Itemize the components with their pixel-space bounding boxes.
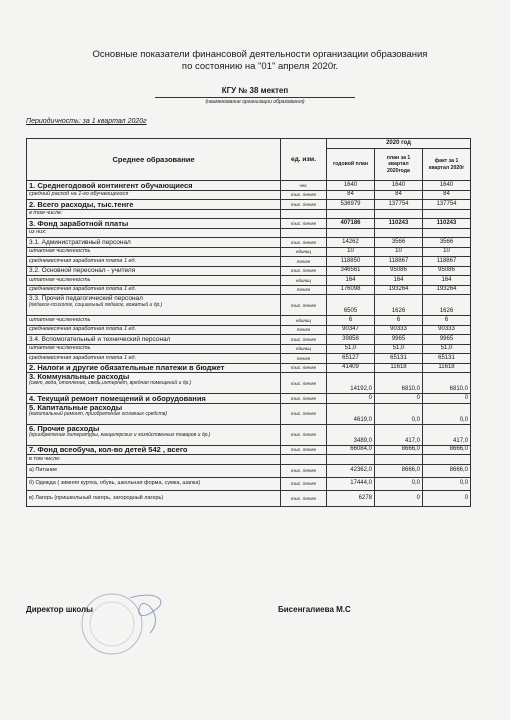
table-row: 3.4. Вспомогательный и технический персонал тыс. тенге 39858 9965 9965 bbox=[27, 335, 471, 345]
stamp-signature bbox=[60, 588, 180, 658]
table-row: штатная численность единиц 6 6 6 bbox=[27, 316, 471, 326]
header-name: Среднее образование bbox=[27, 139, 281, 181]
table-row: в том числе: bbox=[27, 209, 471, 219]
period-label: Периодичность: за 1 квартал 2020г bbox=[26, 118, 147, 125]
table-row: в том числе: bbox=[27, 455, 471, 465]
table-row: 2. Налоги и другие обязательные платежи в бюджет тыс. тенге 41409 11618 11618 bbox=[27, 363, 471, 373]
table-row: 3.1. Административный персонал тыс. тенге 14262 3566 3566 bbox=[27, 238, 471, 248]
table-row: 3. Коммунальные расходы (свет, вода, отопление, связь,интернет, вредная помещений и др.) тыс. тенге 14192,0 6810,0 6810,0 bbox=[27, 373, 471, 394]
table-row: штатная численность единиц 51,0 51,0 51,0 bbox=[27, 344, 471, 354]
table-row: штатная численность единиц 10 10 10 bbox=[27, 247, 471, 257]
table-row: среднемесячная заработная плата 1 ед. тенге 90347 90333 90333 bbox=[27, 325, 471, 335]
table-body-part1 bbox=[27, 181, 471, 295]
table-row: а) Питание тыс. тенге 42362,0 8666,0 8666,0 bbox=[27, 464, 471, 477]
org-hint: (наименование организации образования) bbox=[205, 99, 305, 105]
table-row: средний расход на 1-го обучающегося тыс. тенге 84 84 84 bbox=[27, 190, 471, 200]
table-row: 4. Текущий ремонт помещений и оборудования тыс. тенге 0 0 0 bbox=[27, 394, 471, 404]
table-row: б) Одежда ( зимняя куртка, обувь, школьная форма, сумка, шапка) тыс. тенге 17444,0 0,0 0,0 bbox=[27, 477, 471, 490]
table-row: среднемесячная заработная плата 1 ед. тенге 176098 193264 193264 bbox=[27, 285, 471, 295]
header-annual-plan: годовой план bbox=[327, 149, 375, 181]
table-row: 6. Прочие расходы (приобретение литературы, канцелярских и хозяйственных товаров и др.) тыс. тенге 3489,0 417,0 417,0 bbox=[27, 424, 471, 445]
header-q1-fact: факт за 1 квартал 2020г bbox=[423, 149, 471, 181]
table-row: в) Лагерь (пришкольный лагерь, загородный лагерь) тыс. тенге 6278 0 0 bbox=[27, 490, 471, 506]
header-unit: ед. изм. bbox=[281, 139, 327, 181]
table-row: из них: bbox=[27, 228, 471, 238]
table-row: среднемесячная заработная плата 1 ед. тенге 65127 65131 65131 bbox=[27, 354, 471, 364]
signature-name: Бисенгалиева М.С bbox=[278, 605, 351, 614]
table-row: 1. Среднегодовой контингент обучающиеся чел. 1640 1640 1640 bbox=[27, 181, 471, 191]
table-row: 7. Фонд всеобуча, кол-во детей 542 , всего тыс. тенге 66084,0 8666,0 8666,0 bbox=[27, 445, 471, 455]
table-row: 3. Фонд заработной платы тыс. тенге 407186 110243 110243 bbox=[27, 219, 471, 229]
org-underline bbox=[155, 97, 355, 98]
table-row: 2. Всего расходы, тыс.тенге тыс. тенге 536979 137754 137754 bbox=[27, 200, 471, 210]
signature-role: Директор школы bbox=[26, 605, 93, 614]
table-row: штатная численность единиц 164 164 164 bbox=[27, 276, 471, 286]
finance-table bbox=[26, 138, 471, 507]
table-row: 3.2. Основной пересонал - учителя тыс. тенге 346561 95086 95086 bbox=[27, 266, 471, 276]
header-q1-plan: план за 1 квартал 2020года bbox=[375, 149, 423, 181]
document-title: Основные показатели финансовой деятельности организации образования по состоянию на "01" апреля 2020г. bbox=[92, 49, 428, 72]
header-year: 2020 год bbox=[327, 139, 471, 149]
table-body-part2 bbox=[27, 316, 471, 373]
table-row: 5. Капитальные расходы (капитальный ремонт, приобретение основных средств) тыс. тенге 4619,0 0,0 0,0 bbox=[27, 403, 471, 424]
org-name: КГУ № 38 мектеп bbox=[221, 86, 289, 95]
table-row: 3.3. Прочий педагогический персонал (педагог-психолог, социальный педагог, вожатый и др.) тыс. тенге 6505 1626 1626 bbox=[27, 295, 471, 316]
table-row: среднемесячная заработная плата 1 ед. тенге 118850 118867 118867 bbox=[27, 257, 471, 267]
